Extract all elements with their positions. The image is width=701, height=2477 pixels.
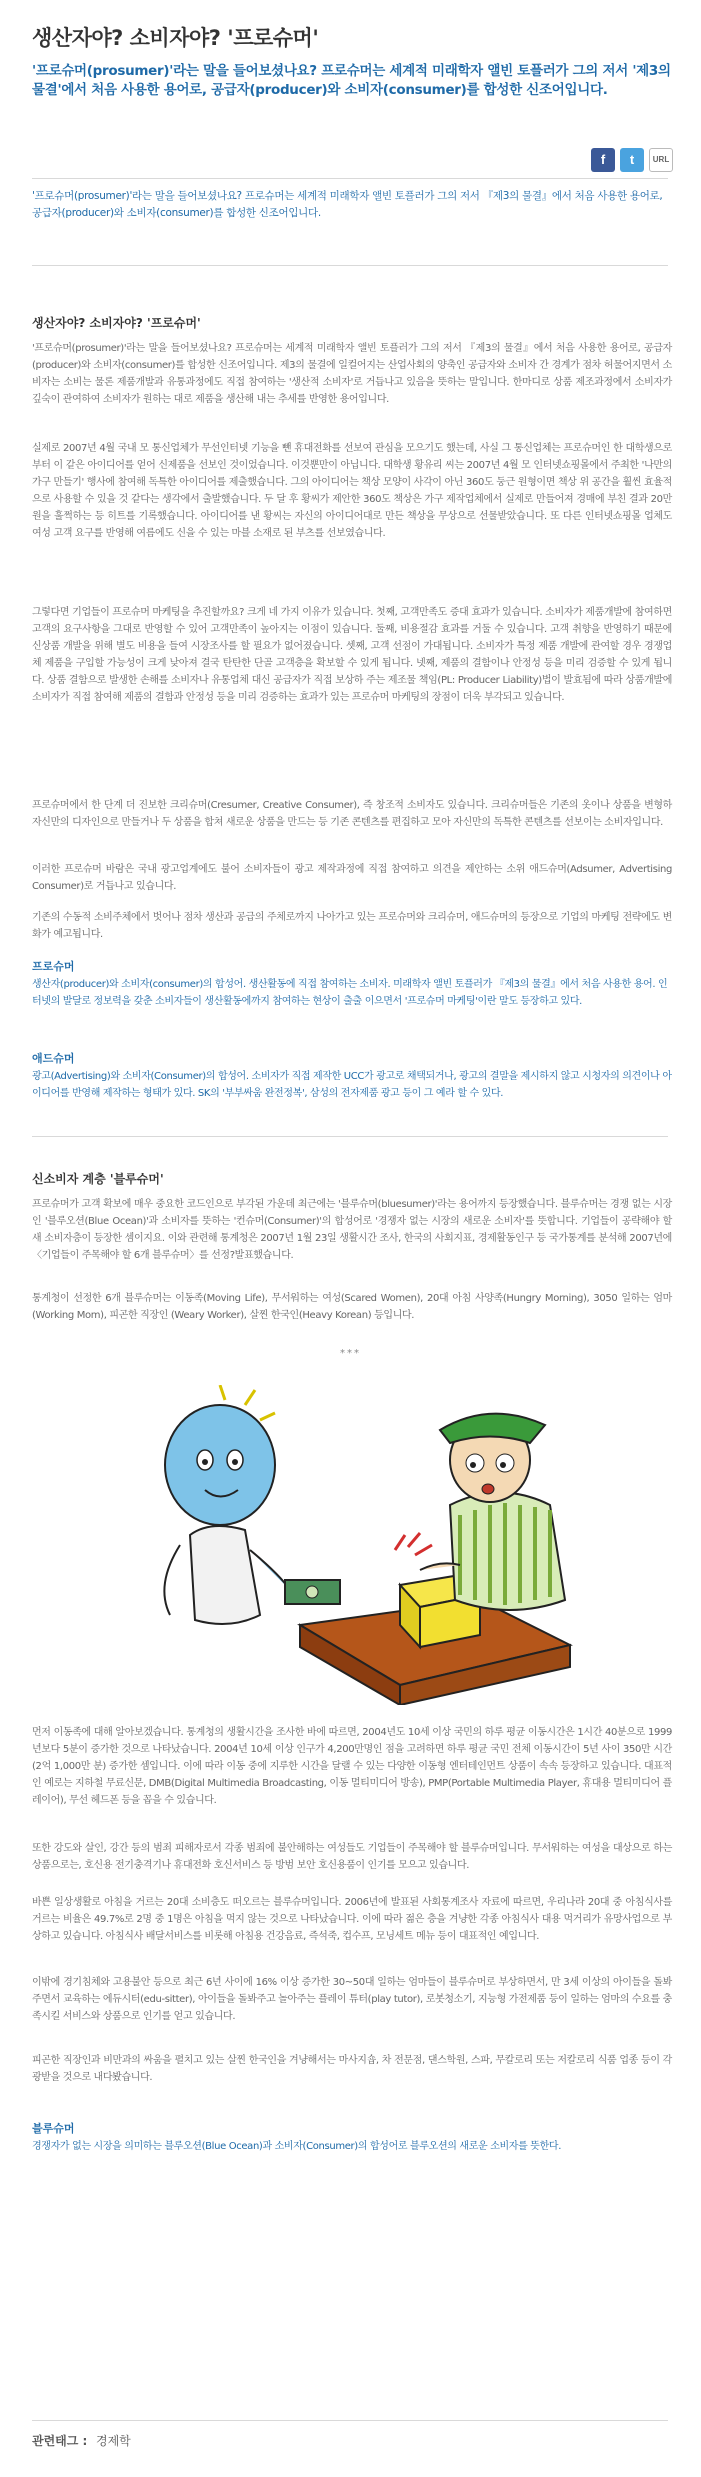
paragraph: 프로슈머가 고객 확보에 매우 중요한 코드인으로 부각된 가운데 최근에는 '블루슈머(bluesumer)'라는 용어까지 등장했습니다. 블루슈머는 경쟁 없는 시장인 '블루오션(Blue Ocean)'과 소비자를 뜻하는 '컨슈머(Consumer)'의 합성어로 '경쟁자 없는 시장의 새로운 소비자'를 뜻합니다. 기업들이 공략해야 할 새 소비자층이 등장한 셈이지요. 이와 관련해 통계청은 2007년 1월 23일 생활시간 조사, 한국의 사회지표, 경제활동인구 등 국가통계를 분석해 2007년에 〈기업들이 주목해야 할 6개 블루슈머〉를 선정?발표했습니다. (32, 1199, 672, 1261)
divider (32, 2420, 668, 2421)
divider (32, 1136, 668, 1137)
paragraph: 바쁜 일상생활로 아침을 거르는 20대 소비층도 떠오르는 블루슈머입니다. 2006년에 발표된 사회통계조사 자료에 따르면, 우리나라 20대 중 아침식사를 거르는 비율은 49.7%로 2명 중 1명은 아침을 먹지 않는 것으로 나타났습니다. 이에 따라 젊은 층을 겨냥한 각종 아침식사 대용 먹거리가 유망사업으로 부상하고 있습니다. 아침식사 배달서비스를 비롯해 아침용 건강음료, 즉석죽, 컵수프, 모닝세트 메뉴 등이 대표적인 예입니다. (32, 1897, 672, 1942)
paragraph: 먼저 이동족에 대해 알아보겠습니다. 통계청의 생활시간을 조사한 바에 따르면, 2004년도 10세 이상 국민의 하루 평균 이동시간은 1시간 40분으로 1999년보다 5분이 증가한 것으로 나타났습니다. 2004년 10세 이상 인구가 4,200만명인 점을 고려하면 하루 평균 국민 전체 이동시간이 5년 사이 350만 시간(2억 1,000만 분) 증가한 셈입니다. 이에 따라 이동 중에 지루한 시간을 달랠 수 있는 다양한 이동형 엔터테인먼트 상품이 속속 등장하고 있습니다. 대표적인 예로는 지하철 무료신문, DMB(Digital Multimedia Broadcasting, 이동 멀티미디어 방송), PMP(Portable Multimedia Player, 휴대용 멀티미디어 플레이어), 무선 헤드폰 등을 꼽을 수 있습니다. (32, 1727, 672, 1806)
section-heading-bluesumer: 신소비자 계층 '블루슈머' (32, 1172, 164, 1186)
article-title: 생산자야? 소비자야? '프로슈머' (32, 26, 319, 50)
article-lead: '프로슈머(prosumer)'라는 말을 들어보셨나요? 프로슈머는 세계적 미래학자 앨빈 토플러가 그의 저서 '제3의 물결'에서 처음 사용한 용어로, 공급자(producer)와 소비자(consumer)를 합성한 신조어입니다. (32, 63, 671, 98)
definition-body-bluesumer: 경쟁자가 없는 시장을 의미하는 블루오션(Blue Ocean)과 소비자(Consumer)의 합성어로 블루오션의 새로운 소비자를 뜻한다. (32, 2141, 562, 2152)
paragraph: '프로슈머(prosumer)'라는 말을 들어보셨나요? 프로슈머는 세계적 미래학자 앨빈 토플러가 그의 저서 『제3의 물결』에서 처음 사용한 용어로, 공급자(producer)와 소비자(consumer)를 합성한 신조어입니다. 제3의 물결에 일컬어지는 산업사회의 양축인 공급자와 소비자 간 경계가 점차 허물어지면서 소비자는 소비는 물론 제품개발과 유통과정에도 직접 참여하는 '생산적 소비자'로 거듭나고 있음을 뜻하는 말입니다. 한마디로 상품 제조과정에서 소비자가 깊숙이 관여하여 소비자가 원하는 대로 제품을 생산해 내는 추세를 반영한 용어입니다. (32, 343, 672, 405)
paragraph: 피곤한 직장인과 비만과의 싸움을 펼치고 있는 살찐 한국인을 겨냥해서는 마사지숍, 차 전문점, 댄스학원, 스파, 무칼로리 또는 저칼로리 식품 업종 등이 각광받을 것으로 내다봤습니다. (32, 2055, 672, 2083)
money-icon (285, 1580, 340, 1604)
copy-url-button[interactable]: URL (649, 148, 673, 172)
definition-title-adsumer: 애드슈머 (32, 1052, 75, 1065)
paragraph: 통계청이 선정한 6개 블루슈머는 이동족(Moving Life), 무서워하는 여성(Scared Women), 20대 아침 사양족(Hungry Morning), 3050 일하는 엄마(Working Mom), 피곤한 직장인 (Weary Worker), 살찐 한국인(Heavy Korean) 등입니다. (32, 1293, 672, 1321)
shopkeeper-icon (395, 1414, 565, 1610)
related-tag-link[interactable]: 경제학 (96, 2434, 131, 2448)
definition-body-prosumer: 생산자(producer)와 소비자(consumer)의 합성어. 생산활동에 직접 참여하는 소비자. 미래학자 앨빈 토플러가 『제3의 물결』에서 처음 사용한 용어. 인터넷의 발달로 정보력을 갖춘 소비자들이 생산활동에까지 참여하는 현상이 출출 이으면서 '프로슈머 마케팅'이란 말도 등장하고 있다. (32, 979, 668, 1007)
definition-title-bluesumer: 블루슈머 (32, 2122, 75, 2135)
cartoon-illustration (150, 1385, 580, 1705)
paragraph: 이밖에 경기침체와 고용불안 등으로 최근 6년 사이에 16% 이상 증가한 30~50대 일하는 엄마들이 블루슈머로 부상하면서, 만 3세 이상의 아이들을 돌봐주면서 교육하는 에듀시터(edu-sitter), 아이들을 돌봐주고 놀아주는 플레이 튜터(play tutor), 로봇청소기, 지능형 가전제품 등이 일하는 엄마의 수요를 충족시킬 서비스와 상품으로 인기를 얻고 있습니다. (32, 1977, 672, 2022)
section-separator: *** (340, 1348, 361, 1359)
paragraph: 그렇다면 기업들이 프로슈머 마케팅을 추진할까요? 크게 네 가지 이유가 있습니다. 첫째, 고객만족도 증대 효과가 있습니다. 소비자가 제품개발에 참여하면 고객의 요구사항을 그대로 반영할 수 있어 고객만족이 높아지는 이점이 있습니다. 둘째, 비용절감 효과를 거둘 수 있습니다. 고객 취향을 반영하기 때문에 신상품 개발을 위해 별도 비용을 들여 시장조사를 할 필요가 없어졌습니다. 셋째, 고객 선점이 가대됩니다. 소비자가 특정 제품 개발에 관여할 경우 경쟁업체 제품을 구입할 가능성이 크게 낮아져 결국 탄탄한 단골 고객층을 확보할 수 있게 됩니다. 넷째, 제품의 결함이나 안정성 등을 미리 검증할 수 있게 됩니다. 상품 결함으로 발생한 손해를 소비자나 유통업체 대신 공급자가 직접 보상하 주는 제조물 책임(PL: Producer Liability)법이 발효됨에 따라 상품개발에 소비자가 직접 참여해 제품의 결함과 안정성 등을 미리 검증하는 효과가 있는 프로슈머 마케팅의 장점이 더욱 부각되고 있습니다. (32, 607, 672, 703)
article-summary: '프로슈머(prosumer)'라는 말을 들어보셨나요? 프로슈머는 세계적 미래학자 앨빈 토플러가 그의 저서 『제3의 물결』에서 처음 사용한 용어로, 공급자(producer)와 소비자(consumer)를 합성한 신조어입니다. (32, 190, 663, 219)
definition-title-prosumer: 프로슈머 (32, 960, 75, 973)
divider (32, 265, 668, 266)
blue-character-icon (164, 1385, 290, 1624)
paragraph: 실제로 2007년 4월 국내 모 통신업체가 무선인터넷 기능을 뺀 휴대전화를 선보여 관심을 모으기도 했는데, 사실 그 통신업체는 프로슈머인 한 대학생으로부터 이 같은 아이디어를 얻어 신제품을 선보인 것이었습니다. 이것뿐만이 아닙니다. 대학생 황유리 씨는 2007년 4월 모 인터넷쇼핑몰에서 주최한 '나만의 가구 만들기' 행사에 참여해 독특한 아이디어를 제출했습니다. 그의 아이디어는 책상 모양이 사각이 아닌 360도 둥근 원형이면 책상 위 공간을 훨씬 효율적으로 사용할 수 있을 것 같다는 생각에서 출발했습니다. 두 달 후 황씨가 제안한 360도 책상은 가구 제작업체에서 실제로 만들어져 경매에 부친 결과 20만원을 훌쩍하는 등 히트를 기록했습니다. 아이디어를 낸 황씨는 자신의 아이디어대로 만든 책상을 무상으로 선물받았습니다. 또 다른 인터넷쇼핑몰 업체도 여성 고객 요구를 반영해 여름에도 신을 수 있는 마블 소재로 된 부츠를 선보였습니다. (32, 443, 672, 539)
twitter-share-icon[interactable]: t (620, 148, 644, 172)
paragraph: 또한 강도와 살인, 강간 등의 범죄 피해자로서 각종 범죄에 불안해하는 여성들도 기업들이 주목해야 할 블루슈머입니다. 무서워하는 여성을 대상으로 하는 상품으로는, 호신용 전기충격기나 휴대전화 호신서비스 등 방범 보안 호신용품이 인기를 모으고 있습니다. (32, 1843, 672, 1871)
related-tags-label: 관련태그 : (32, 2434, 88, 2448)
divider (32, 178, 668, 179)
facebook-share-icon[interactable]: f (591, 148, 615, 172)
paragraph: 프로슈머에서 한 단계 더 진보한 크리슈머(Cresumer, Creative Consumer), 즉 창조적 소비자도 있습니다. 크리슈머들은 기존의 옷이나 상품을 변형하 자신만의 디자인으로 만들거나 두 상품을 합쳐 새로운 상품을 만드는 등 기존 콘텐츠를 편집하고 모아 자신만의 독특한 콘텐츠를 선보이는 소비자입니다. (32, 800, 672, 828)
definition-body-adsumer: 광고(Advertising)와 소비자(Consumer)의 합성어. 소비자가 직접 제작한 UCC가 광고로 채택되거나, 광고의 결말을 제시하지 않고 시청자의 의견이나 아이디어를 반영해 제작하는 형태가 있다. SK의 '부부싸움 완전정복', 삼성의 전자제품 광고 등이 그 예라 할 수 있다. (32, 1071, 672, 1099)
paragraph: 기존의 수동적 소비주체에서 벗어나 점차 생산과 공급의 주체로까지 나아가고 있는 프로슈머와 크리슈머, 애드슈머의 등장으로 기업의 마케팅 전략에도 변화가 예고됩니다. (32, 912, 672, 940)
share-buttons (591, 148, 673, 172)
section-heading-prosumer: 생산자야? 소비자야? '프로슈머' (32, 316, 201, 330)
paragraph: 이러한 프로슈머 바람은 국내 광고업계에도 불어 소비자들이 광고 제작과정에 직접 참여하고 의견을 제안하는 소위 애드슈머(Adsumer, Advertising Consumer)로 거듭나고 있습니다. (32, 864, 672, 892)
